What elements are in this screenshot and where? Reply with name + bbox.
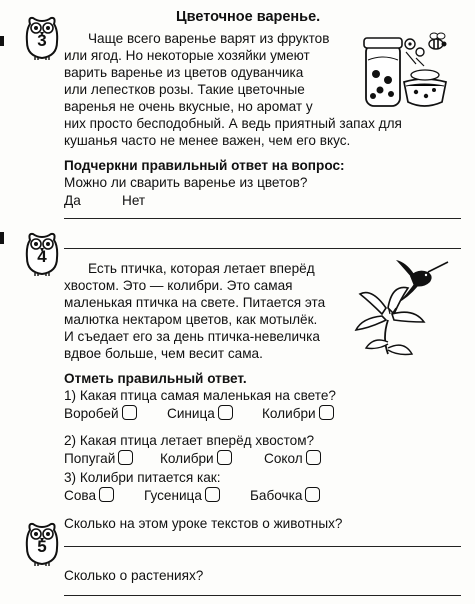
option-q2-2[interactable]: Колибри [160, 450, 232, 467]
question-2: 2) Какая птица летает вперёд хвостом? [64, 433, 315, 448]
owl-icon [24, 230, 60, 276]
option-q3-1[interactable]: Сова [64, 487, 114, 504]
checkbox[interactable] [99, 487, 114, 502]
text-line: хвостом. Это — колибри. Это самая [64, 278, 293, 293]
task-heading: Отметь правильный ответ. [64, 371, 247, 386]
text-line: кушанья часто не менее важен, чем его вкус. [64, 133, 351, 148]
text-line: маленькая птичка на свете. Питается эта [64, 295, 326, 310]
answer-line[interactable] [64, 595, 461, 596]
option-q1-3[interactable]: Колибри [262, 405, 334, 422]
checkbox[interactable] [205, 487, 220, 502]
checkbox[interactable] [118, 450, 133, 465]
text-line: малютка нектаром цветов, как мотылёк. [64, 312, 318, 327]
question-3: 3) Колибри питается как: [64, 470, 221, 485]
text-line: или ягод. Но некоторые хозяйки умеют [64, 48, 310, 63]
section-number: 4 [37, 247, 47, 266]
option-q1-1[interactable]: Воробей [64, 405, 137, 422]
question-1: 1) Какая птица самая маленькая на свете? [64, 388, 336, 403]
section-number: 5 [37, 537, 47, 556]
checkbox[interactable] [305, 487, 320, 502]
checkbox[interactable] [306, 450, 321, 465]
section-number: 3 [37, 31, 47, 50]
checkbox[interactable] [122, 405, 137, 420]
checkbox[interactable] [217, 450, 232, 465]
owl-icon [24, 14, 60, 60]
answer-yes[interactable]: Да [64, 193, 81, 208]
text-line: или лепестков розы. Такие цветочные [64, 82, 305, 97]
checkbox[interactable] [218, 405, 233, 420]
text-line: варенья не очень вкусные, но аромат у [64, 99, 313, 114]
option-q2-3[interactable]: Сокол [264, 450, 321, 467]
text-line: вдвое больше, чем весит сама. [64, 346, 263, 361]
checkbox[interactable] [319, 405, 334, 420]
page-edge-mark [0, 36, 4, 46]
text-line: И съедает его за день птичка-невеличка [64, 329, 320, 344]
answer-line [64, 248, 461, 249]
option-q1-2[interactable]: Синица [167, 405, 233, 422]
text-line: Есть птичка, которая летает вперёд [88, 261, 315, 276]
question-text: Можно ли сварить варенье из цветов? [64, 175, 308, 190]
option-q2-1[interactable]: Попугай [64, 450, 133, 467]
hummingbird-flower-icon [352, 258, 450, 362]
page-edge-mark [0, 232, 4, 244]
text-line: них просто бесподобный. А ведь приятный запах для [64, 116, 402, 131]
separator-line [64, 218, 461, 219]
text-title: Цветочное варенье. [176, 9, 321, 25]
jam-jars-bee-icon [358, 30, 450, 112]
task-heading: Подчеркни правильный ответ на вопрос: [64, 158, 345, 173]
question-plants: Сколько о растениях? [64, 568, 204, 583]
question-animals: Сколько на этом уроке текстов о животных? [64, 516, 343, 531]
option-q3-2[interactable]: Гусеница [144, 487, 220, 504]
answer-line[interactable] [64, 546, 461, 547]
owl-icon [24, 520, 60, 566]
text-line: варить варенье из цветов одуванчика [64, 65, 304, 80]
option-q3-3[interactable]: Бабочка [250, 487, 320, 504]
text-line: Чаще всего варенье варят из фруктов [88, 31, 330, 46]
answer-no[interactable]: Нет [122, 193, 146, 208]
